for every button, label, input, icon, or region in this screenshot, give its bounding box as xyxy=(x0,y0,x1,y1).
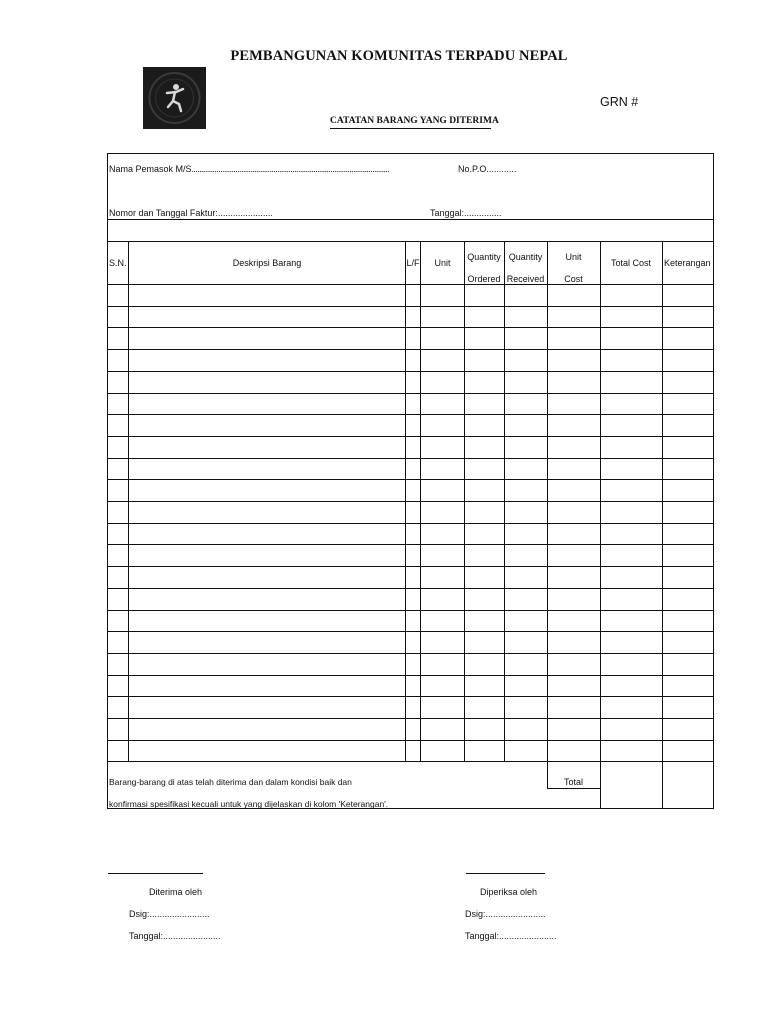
col-header-qty-ordered: Quantity xyxy=(467,252,501,262)
total-underline xyxy=(547,788,600,789)
checked-signature-line xyxy=(466,873,545,874)
supplier-dots: ........................................................................................................ xyxy=(191,164,390,174)
col-header-sn: S.N. xyxy=(109,258,127,268)
grn-number-label: GRN # xyxy=(600,95,639,109)
table-column-line xyxy=(405,241,406,761)
logo-emblem-icon xyxy=(143,67,206,129)
acceptance-note-line2: konfirmasi spesifikasi kecuali untuk yang dijelaskan di kolom 'Keterangan'. xyxy=(109,799,389,809)
table-row-line xyxy=(107,501,714,502)
received-dsig-field[interactable]: Dsig:........................ xyxy=(129,909,210,919)
document-title: CATATAN BARANG YANG DITERIMA xyxy=(330,116,499,126)
table-row-line xyxy=(107,523,714,524)
invoice-field[interactable]: Nomor dan Tanggal Faktur:...................... xyxy=(109,208,273,218)
table-top-line xyxy=(107,241,714,242)
table-row-line xyxy=(107,458,714,459)
total-label: Total xyxy=(563,777,583,787)
table-row-line xyxy=(107,306,714,307)
col-header-qty-ordered-2: Ordered xyxy=(467,274,501,284)
table-row-line xyxy=(107,393,714,394)
checked-by-label: Diperiksa oleh xyxy=(480,887,538,897)
col-header-unit-cost-2: Cost xyxy=(564,274,583,284)
table-row-line xyxy=(107,653,714,654)
supplier-field[interactable] xyxy=(109,164,389,174)
table-row-line xyxy=(107,327,714,328)
table-column-line xyxy=(600,241,601,761)
organization-title: PEMBANGUNAN KOMUNITAS TERPADU NEPAL xyxy=(230,48,568,64)
table-row-line xyxy=(107,371,714,372)
checked-date-field[interactable]: Tanggal:....................... xyxy=(465,931,557,941)
table-column-line xyxy=(662,241,663,761)
received-date-field[interactable]: Tanggal:....................... xyxy=(129,931,221,941)
col-header-total-cost: Total Cost xyxy=(610,258,652,268)
table-row-line xyxy=(107,675,714,676)
table-row-line xyxy=(107,631,714,632)
col-header-unit: Unit xyxy=(434,258,451,268)
col-header-qty-received-2: Received xyxy=(506,274,545,284)
table-row-line xyxy=(107,349,714,350)
table-row-line xyxy=(107,740,714,741)
po-number-field[interactable]: No.P.O............ xyxy=(458,164,517,174)
received-signature-line xyxy=(108,873,203,874)
col-header-remarks: Keterangan xyxy=(664,258,711,268)
table-row-line xyxy=(107,718,714,719)
divider-line xyxy=(107,219,714,220)
table-row-line xyxy=(107,696,714,697)
supplier-label: Nama Pemasok M/S xyxy=(109,164,192,174)
total-column-line xyxy=(600,761,601,808)
table-row-line xyxy=(107,544,714,545)
table-column-line xyxy=(128,241,129,761)
received-by-label: Diterima oleh xyxy=(149,887,203,897)
col-header-lf: L/F xyxy=(406,258,420,268)
table-row-line xyxy=(107,610,714,611)
table-header-line xyxy=(107,284,714,285)
table-row-line xyxy=(107,588,714,589)
col-header-description: Deskripsi Barang xyxy=(232,258,302,268)
total-column-line xyxy=(662,761,663,808)
acceptance-note-line1: Barang-barang di atas telah diterima dan dalam kondisi baik dan xyxy=(109,777,352,787)
table-column-line xyxy=(504,241,505,761)
checked-dsig-field[interactable]: Dsig:........................ xyxy=(465,909,546,919)
document-title-underline xyxy=(330,128,491,129)
table-column-line xyxy=(464,241,465,761)
col-header-unit-cost: Unit xyxy=(565,252,582,262)
table-row-line xyxy=(107,566,714,567)
table-row-line xyxy=(107,414,714,415)
organization-logo xyxy=(143,67,206,129)
table-row-line xyxy=(107,761,714,762)
table-row-line xyxy=(107,479,714,480)
table-column-line xyxy=(547,241,548,761)
invoice-date-field[interactable]: Tanggal:............... xyxy=(430,208,502,218)
table-column-line xyxy=(420,241,421,761)
col-header-qty-received: Quantity xyxy=(508,252,543,262)
table-row-line xyxy=(107,436,714,437)
goods-received-form xyxy=(107,153,714,809)
